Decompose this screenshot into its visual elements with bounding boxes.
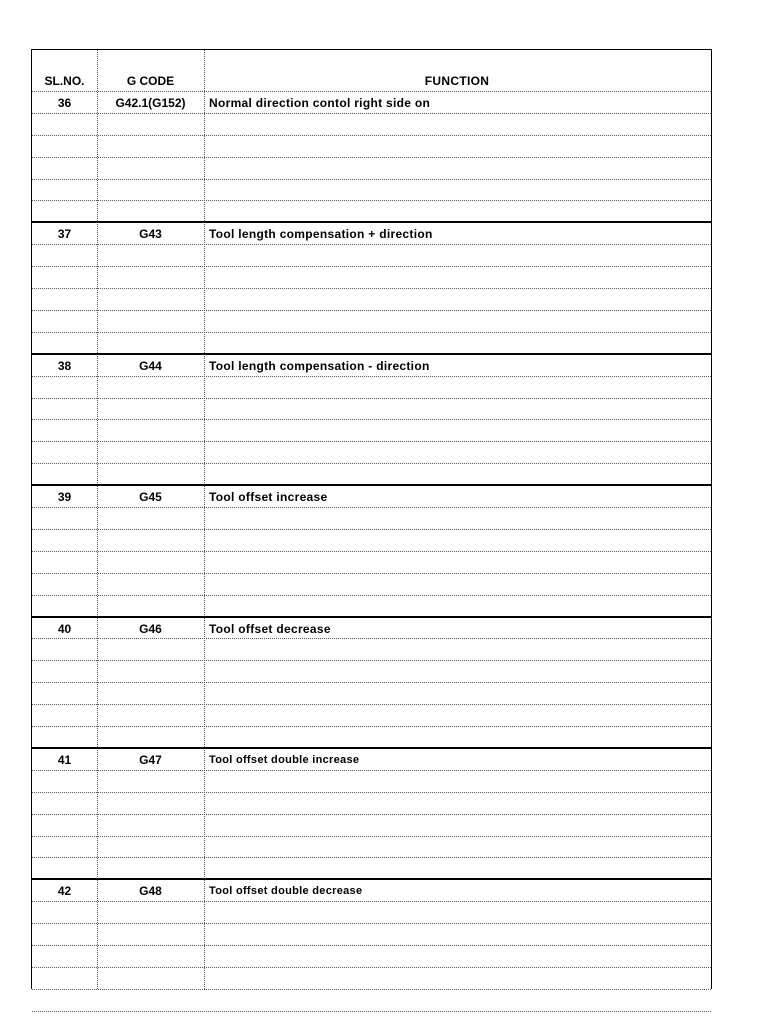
- blank-row: [32, 859, 711, 881]
- sl-no-cell: 38: [57, 358, 72, 373]
- header-function: FUNCTION: [424, 74, 490, 88]
- sl-no-cell: 41: [57, 753, 72, 767]
- table-row: [32, 92, 711, 114]
- table-row: [32, 355, 711, 377]
- header-g-code: G CODE: [126, 74, 175, 88]
- blank-row: [32, 596, 711, 618]
- header-row: [32, 70, 711, 92]
- function-cell: Tool offset double decrease: [209, 885, 363, 898]
- blank-row: [32, 968, 711, 990]
- sl-no-cell: 37: [57, 227, 72, 242]
- blank-row: [32, 245, 711, 267]
- blank-row: [32, 793, 711, 815]
- blank-row: [32, 202, 711, 224]
- blank-row: [32, 640, 711, 662]
- blank-row: [32, 508, 711, 530]
- function-cell: Tool length compensation - direction: [209, 358, 430, 373]
- blank-row: [32, 924, 711, 946]
- function-cell: Tool offset decrease: [209, 621, 331, 636]
- blank-row: [32, 837, 711, 859]
- table-row: [32, 749, 711, 771]
- blank-row: [32, 946, 711, 968]
- header-sl-no: SL.NO.: [44, 74, 85, 88]
- gcode-table: [31, 49, 712, 989]
- blank-row: [32, 552, 711, 574]
- blank-row: [32, 267, 711, 289]
- sl-no-cell: 36: [57, 96, 72, 110]
- table-row: [32, 618, 711, 640]
- table-row: [32, 223, 711, 245]
- blank-row: [32, 815, 711, 837]
- blank-row: [32, 727, 711, 749]
- blank-row: [32, 902, 711, 924]
- g-code-cell: G44: [139, 358, 162, 373]
- function-cell: Tool offset double increase: [209, 754, 360, 766]
- g-code-cell: G47: [139, 753, 162, 767]
- blank-row: [32, 180, 711, 202]
- blank-row: [32, 464, 711, 486]
- blank-row: [32, 399, 711, 421]
- g-code-cell: G45: [139, 490, 162, 505]
- g-code-cell: G46: [139, 621, 162, 636]
- function-cell: Tool offset increase: [209, 490, 328, 505]
- table-row: [32, 486, 711, 508]
- sl-no-cell: 42: [57, 884, 72, 899]
- g-code-cell: G43: [139, 227, 162, 242]
- blank-row: [32, 311, 711, 333]
- blank-row: [32, 683, 711, 705]
- function-cell: Tool length compensation + direction: [209, 227, 433, 242]
- blank-row: [32, 574, 711, 596]
- function-cell: Normal direction contol right side on: [209, 96, 431, 110]
- blank-row: [32, 333, 711, 355]
- g-code-cell: G42.1(G152): [115, 96, 186, 110]
- g-code-cell: G48: [139, 884, 162, 899]
- blank-row: [32, 705, 711, 727]
- table-row: [32, 880, 711, 902]
- blank-row: [32, 289, 711, 311]
- blank-row: [32, 114, 711, 136]
- blank-row: [32, 442, 711, 464]
- blank-row: [32, 661, 711, 683]
- blank-row: [32, 771, 711, 793]
- blank-row: [32, 530, 711, 552]
- blank-row: [32, 136, 711, 158]
- blank-row: [32, 990, 711, 1012]
- blank-row: [32, 377, 711, 399]
- blank-row: [32, 158, 711, 180]
- blank-row: [32, 421, 711, 443]
- sl-no-cell: 40: [57, 621, 72, 636]
- sl-no-cell: 39: [57, 490, 72, 505]
